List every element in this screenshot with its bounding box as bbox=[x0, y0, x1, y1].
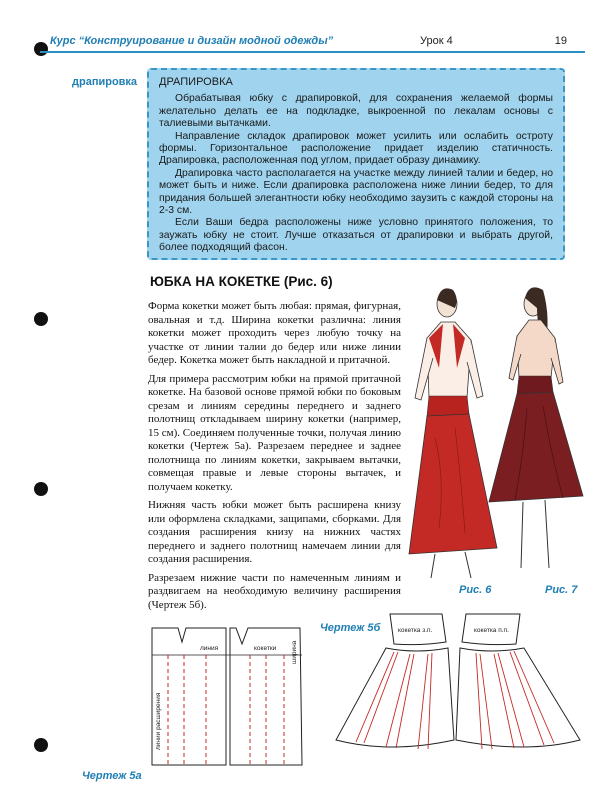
info-paragraph: Обрабатывая юбку с драпировкой, для сохранения желаемой формы желательно делать ее на подкладке, выкроенной по лекалам основы с талиевыми вытачками. bbox=[159, 93, 553, 130]
page-header bbox=[40, 33, 585, 53]
page-number: 19 bbox=[554, 35, 567, 47]
figure-7-drawing bbox=[489, 287, 583, 568]
figure-6-drawing bbox=[409, 288, 497, 578]
info-paragraph: Если Ваши бедра расположены ниже условно принятого положения, то заужать юбку не стоит. Лучше отказаться от драпировки и выбрать другой, более подходящий фасон. bbox=[159, 217, 553, 254]
fig7-label: Рис. 7 bbox=[545, 584, 578, 596]
info-paragraph: Драпировка часто располагается на участке между линией талии и бедер, но может быть и ниже. Если драпировка расположена ниже линии бедер, то для придания большей элегантности юбку необходимо заузить с каждой стороны на 2-3 см. bbox=[159, 167, 553, 217]
body-paragraph: Форма кокетки может быть любая: прямая, фигурная, овальная и т.д. Ширина кокетки различна: линия кокетки может проходить через любую точку на участке от линии талии до бедер или ниже линии бедер. Кокетка может быть накладной и притачной. bbox=[148, 300, 401, 366]
fig6-label: Рис. 6 bbox=[459, 584, 492, 596]
margin-label: драпировка bbox=[72, 76, 138, 88]
draft5b-caption: Чертеж 5б bbox=[320, 622, 381, 634]
info-box-title: ДРАПИРОВКА bbox=[159, 76, 233, 88]
body-text bbox=[148, 300, 401, 617]
draft5a-label-line: линия bbox=[200, 645, 219, 652]
draft-5a-pattern bbox=[150, 620, 310, 770]
section-title: ЮБКА НА КОКЕТКЕ (Рис. 6) bbox=[150, 274, 333, 289]
draft5b-label-back-yoke: кокетка з.п. bbox=[398, 627, 433, 634]
binder-hole bbox=[34, 312, 48, 326]
binder-hole bbox=[34, 482, 48, 496]
lesson-label: Урок 4 bbox=[420, 35, 453, 47]
draft5a-caption: Чертеж 5а bbox=[82, 770, 142, 782]
body-paragraph: Нижняя часть юбки может быть расширена книзу или оформлена складками, защипами, сборками. Для создания расширения книзу на нижних частях переднего и заднего полотнищ намечаем линии для создания расширения. bbox=[148, 499, 401, 565]
draft5a-label-width: ширина bbox=[291, 640, 298, 664]
draft-5b-pattern bbox=[330, 608, 592, 768]
body-paragraph: Для примера рассмотрим юбки на прямой притачной кокетке. На базовой основе прямой юбки по боковым срезам и линиям середины переднего и заднего полотнищ откладываем ширину кокетки (например, 15 см). Соединяем полученные точки, получая линию кокетки (Чертеж 5а). Разрезаем переднее и заднее полотнища по линиям кокетки, закрываем вытачки, совмещая правые и левые стороны вытачек, и получаем кокетку. bbox=[148, 372, 401, 493]
draft5b-label-front-yoke: кокетка п.п. bbox=[474, 627, 509, 634]
course-title: Курс “Конструирование и дизайн модной одежды” bbox=[50, 35, 334, 47]
draft5a-label-extension: линии расширения bbox=[155, 692, 162, 750]
body-paragraph: Разрезаем нижние части по намеченным линиям и раздвигаем на необходимую величину расширения (Чертеж 5б). bbox=[148, 571, 401, 611]
binder-hole bbox=[34, 738, 48, 752]
info-paragraph: Направление складок драпировок может усилить или ослабить остроту формы. Горизонтальное расположение придает изделию статичность. Драпировка, расположенная под углом, придает образу динамику. bbox=[159, 130, 553, 167]
info-box bbox=[147, 68, 565, 260]
fashion-illustration bbox=[405, 278, 595, 583]
draft5a-label-yoke: кокетки bbox=[254, 645, 277, 652]
